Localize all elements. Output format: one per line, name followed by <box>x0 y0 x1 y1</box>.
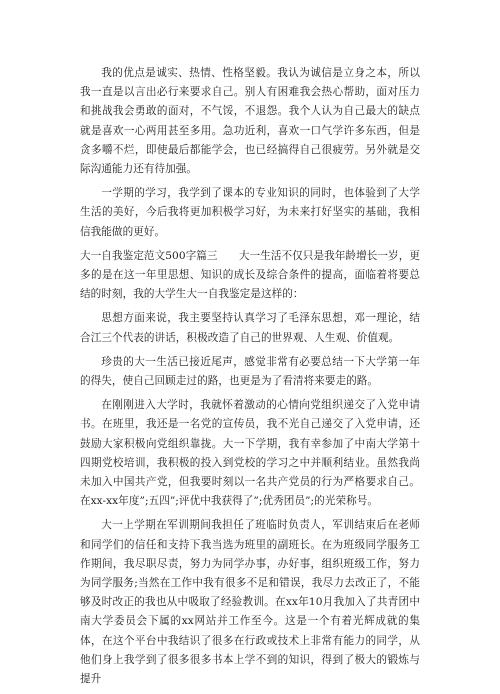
document-page <box>80 64 420 694</box>
paragraph-semester-study: 一学期的学习，我学到了课本的专业知识的同时，也体验到了大学生活的美好，今后我将更加积极学习好，为未来打好坚实的基础，我相信我能做的更好。 <box>80 187 420 238</box>
paragraph-sample-heading: 大一自我鉴定范文500字篇三 大一生活不仅只是我年龄增长一岁，更多的是在这一年里思想、知识的成长及综合条件的提高，面临着将要总结的时刻，我的大学生大一自我鉴定是这样的： <box>80 249 420 301</box>
paragraph-freshman-summary: 珍贵的大一生活已接近尾声，感觉非常有必要总结一下大学第一年的得失，使自己回顾走过的路，也更是为了看清将来要走的路。 <box>80 355 420 388</box>
paragraph-ideology: 思想方面来说，我主要坚持认真学习了毛泽东思想，邓一理论，结合江三个代表的讲话，积极改造了自己的世界观、人生观、价值观。 <box>80 312 420 344</box>
paragraph-class-work: 大一上学期在军训期间我担任了班临时负责人，军训结束后在老师和同学们的信任和支持下我当选为班里的副班长。在为班级同学服务工作期间，我尽职尽责，努力为同学办事，办好事，组织班级工作，努力为同学服务;当然在工作中我有很多不足和错误，我尽力去改正了，不能够及时改正的我也从中吸取了经验教训。在xx年10月我加入了共青团中南大学委员会下属的xx网站并工作至今。这是一个有着光辉成就的集体，在这个平台中我结识了很多在行政或技术上非常有能力的同学，从他们身上我学到了很多很多书本上学不到的知识，得到了极大的锻炼与提升 <box>80 519 420 686</box>
paragraph-strengths: 我的优点是诚实、热情、性格坚毅。我认为诚信是立身之本，所以我一直是以言出必行来要求自己。别人有困难我会热心帮助，面对压力和挑战我会勇敢的面对，不气馁，不退怨。我个人认为自己最大的缺点就是喜欢一心两用甚至多用。急功近利，喜欢一口气学许多东西，但是贪多嚼不烂，即使最后都能学会，也已经搞得自己很疲劳。另外就是交际沟通能力还有待加强。 <box>80 67 420 176</box>
paragraph-party-application: 在刚刚进入大学时，我就怀着激动的心情向党组织递交了入党申请书。在班里，我还是一名党的宣传员，我不光自己递交了入党申请，还鼓励大家积极向党组织靠拢。大一下学期，我有幸参加了中南大学第十四期党校培训，我积极的投入到党校的学习之中并顺利结业。虽然我尚未加入中国共产党，但我要时刻以一名共产党员的行为严格要求自己。在xx-xx年度”;五四”;评优中我获得了”;优秀团员”;的光荣称号。 <box>80 399 420 508</box>
